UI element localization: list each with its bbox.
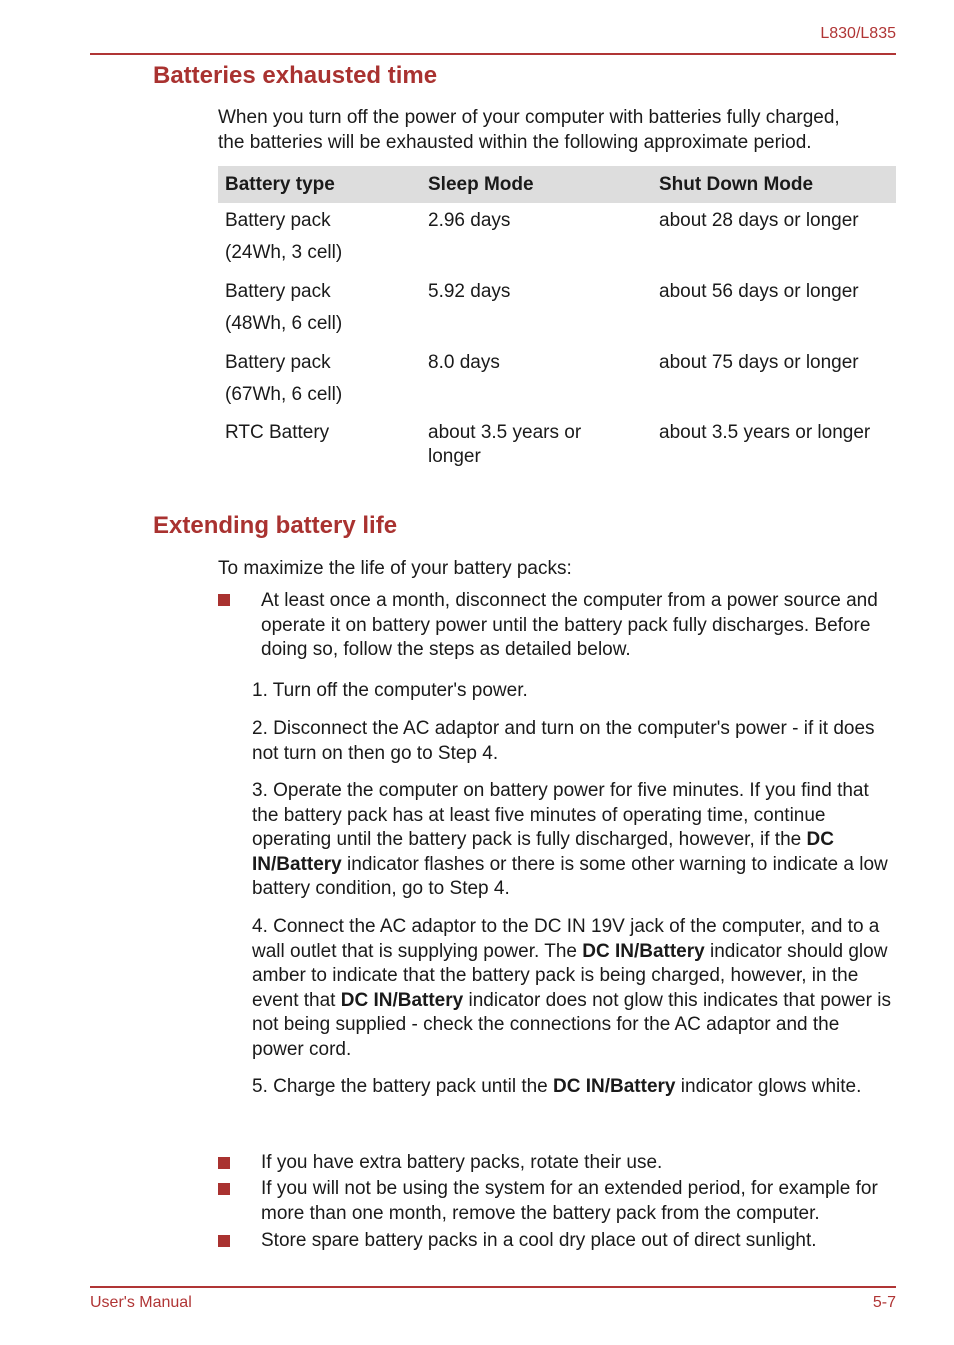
bullet-item-store-spares: Store spare battery packs in a cool dry place out of direct sunlight.: [261, 1230, 817, 1251]
step-4-text-a: 4. Connect the AC adaptor to the DC IN 19V jack of the computer, and to a wall outlet that is supplying power. The: [252, 916, 880, 962]
col-header-battery-type: Battery type: [218, 166, 421, 203]
section1-intro: [218, 106, 898, 155]
dc-in-battery-label: DC IN/Battery: [582, 940, 705, 962]
table-header-row: [218, 166, 896, 203]
page-number: 5-7: [872, 1294, 896, 1311]
step-4: [252, 915, 892, 1062]
step-1: 1. Turn off the computer's power.: [252, 680, 528, 701]
table-row: [218, 345, 896, 415]
section2-intro: To maximize the life of your battery packs:: [218, 558, 572, 579]
cell-battery-type: [218, 203, 421, 274]
bullet-square-icon: [218, 1157, 230, 1169]
intro-line-1: When you turn off the power of your computer with batteries fully charged,: [218, 107, 840, 128]
cell-shutdown-mode: about 28 days or longer: [659, 210, 859, 231]
cell-sleep-mode: 8.0 days: [428, 352, 500, 373]
cell-shutdown-mode: about 75 days or longer: [659, 352, 859, 373]
dc-in-battery-label: DC IN/Battery: [340, 989, 464, 1011]
battery-table: [218, 166, 896, 469]
col-header-sleep-mode: Sleep Mode: [421, 166, 652, 203]
battery-type-line1: Battery pack: [225, 352, 331, 373]
section-title-extending-battery-life: Extending battery life: [153, 512, 398, 539]
step-3: [252, 779, 892, 902]
model-label: L830/L835: [820, 25, 896, 42]
footer-manual-label: User's Manual: [90, 1294, 192, 1311]
step-4-text-b: indicator should glow amber to indicate that the battery pack is being charged, however, in the event that: [252, 940, 888, 1011]
cell-battery-type: RTC Battery: [225, 422, 330, 443]
cell-battery-type: [218, 345, 421, 415]
step-5: [252, 1075, 882, 1100]
cell-sleep-mode: 5.92 days: [428, 281, 511, 302]
section-title-batteries-exhausted: Batteries exhausted time: [153, 62, 438, 89]
intro-line-2: the batteries will be exhausted within the following approximate period.: [218, 131, 812, 153]
header-rule: [90, 53, 896, 55]
battery-type-line2: (24Wh, 3 cell): [225, 242, 343, 263]
bullet-item-rotate-packs: If you have extra battery packs, rotate their use.: [261, 1152, 663, 1173]
bullet-square-icon: [218, 1183, 230, 1195]
col-header-shutdown-mode: Shut Down Mode: [652, 166, 896, 203]
table-row: [218, 274, 896, 345]
step-3-text-a: 3. Operate the computer on battery power for five minutes. If you find that the battery pack has at least five minutes of operating time, continue operating until the battery pack is fully discharged, however, if the: [252, 780, 869, 850]
cell-shutdown-mode: about 3.5 years or longer: [659, 422, 871, 443]
bullet-square-icon: [218, 1235, 230, 1247]
step-5-text-b: indicator glows white.: [675, 1076, 862, 1097]
step-4-text-c: indicator does not glow this indicates that power is not being supplied - check the connections for the AC adaptor and the power cord.: [252, 989, 891, 1060]
table-row: [218, 203, 896, 274]
step-3-text-b: indicator flashes or there is some other warning to indicate a low battery condition, go to Step 4.: [252, 853, 888, 899]
step-5-text-a: 5. Charge the battery pack until the: [252, 1076, 554, 1097]
battery-type-line1: Battery pack: [225, 210, 331, 231]
cell-shutdown-mode: about 56 days or longer: [659, 281, 859, 302]
battery-type-line2: (67Wh, 6 cell): [225, 384, 343, 405]
dc-in-battery-label: DC IN/Battery: [553, 1076, 676, 1097]
footer-rule: [90, 1286, 896, 1288]
battery-type-line1: Battery pack: [225, 281, 331, 302]
table-row: [218, 415, 896, 469]
cell-sleep-mode: 2.96 days: [428, 210, 511, 231]
dc-in-battery-label: DC IN/Battery: [252, 829, 834, 875]
battery-type-line2: (48Wh, 6 cell): [225, 313, 343, 334]
step-2: 2. Disconnect the AC adaptor and turn on the computer's power - if it does not turn on then go to Step 4.: [252, 718, 875, 764]
cell-battery-type: [218, 274, 421, 345]
bullet-item-remove-pack: If you will not be using the system for an extended period, for example for more than one month, remove the battery pack from the computer.: [261, 1178, 878, 1224]
bullet-item-monthly-discharge: At least once a month, disconnect the computer from a power source and operate it on battery power until the battery pack fully discharges. Before doing so, follow the steps as detailed below.: [261, 590, 878, 660]
bullet-square-icon: [218, 594, 230, 606]
cell-sleep-mode: about 3.5 years or longer: [428, 422, 582, 467]
